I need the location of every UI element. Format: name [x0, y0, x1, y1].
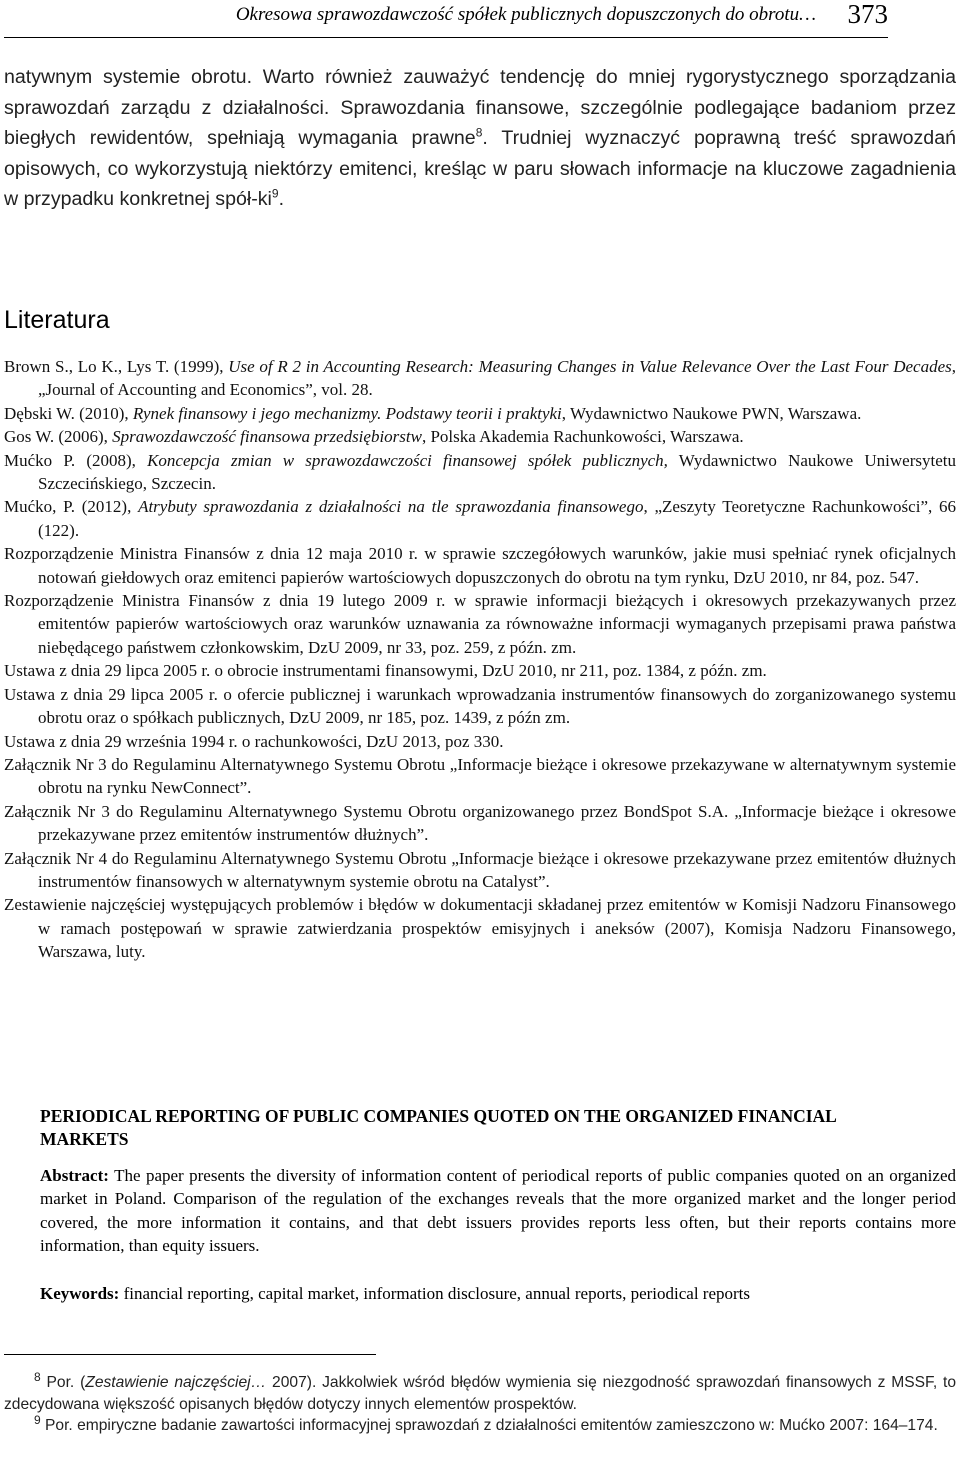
reference-item	[4, 847, 956, 894]
footnote-mark: 9	[34, 1412, 41, 1427]
ref-details: Ustawa z dnia 29 września 1994 r. o rachunkowości, DzU 2013, poz 330.	[4, 731, 504, 751]
ref-title: Rynek finansowy i jego mechanizmy. Podstawy teorii i praktyki	[132, 403, 562, 423]
reference-list	[4, 355, 956, 964]
reference-item	[4, 402, 956, 425]
ref-details: Ustawa z dnia 29 lipca 2005 r. o obrocie instrumentami finansowymi, DzU 2010, nr 211, poz. 1384, z późn. zm.	[4, 661, 767, 681]
ref-details: , Wydawnictwo Naukowe PWN, Warszawa.	[561, 403, 862, 423]
ref-details: Rozporządzenie Ministra Finansów z dnia 19 lutego 2009 r. w sprawie informacji bieżących i okresowych przekazywanych przez emitentów papierów wartościowych oraz warunków uznawania za równoważne informacji wymaganych przepisami prawa państwa niebędącego państwem członkowskim, DzU 2009, nr 33, poz. 259, z późn. zm.	[4, 591, 956, 657]
ref-details: , Polska Akademia Rachunkowości, Warszawa.	[421, 427, 744, 447]
ref-author: Mućko, P. (2012),	[4, 497, 139, 517]
footnote-ref-9[interactable]: 9	[271, 186, 279, 201]
ref-details: Załącznik Nr 3 do Regulaminu Alternatywnego Systemu Obrotu „Informacje bieżące i okresowe przekazywane w alternatywnym systemie obrotu na rynku NewConnect”.	[4, 754, 956, 798]
ref-author: Mućko P. (2008),	[4, 450, 148, 470]
footnote-text: 2007). Jakkolwiek wśród błędów wymienia się niezgodność sprawozdań finansowych z MSSF, to zdecydowana większość opisanych błędów dotyczy innych elementów prospektów.	[4, 1374, 956, 1413]
reference-item	[4, 495, 956, 542]
literature-heading: Literatura	[4, 306, 110, 334]
footnote-divider	[4, 1354, 376, 1355]
footnote-mark: 8	[34, 1369, 41, 1384]
reference-item	[4, 659, 956, 682]
abstract-text: The paper presents the diversity of information content of periodical reports of public companies quoted on an organized market in Poland. Comparison of the regulation of the exchanges reveals that the more organized market and the longer period covered, the more information it contains, and that debt issuers provides reports less often, but their reports contains more information, than equity issuers.	[40, 1166, 956, 1256]
reference-item	[4, 800, 956, 847]
footnote-text: Por. empiryczne badanie zawartości informacyjnej sprawozdań z działalności emitentów zamieszczono w: Mućko 2007: 164–174.	[40, 1417, 938, 1434]
body-text-1: natywnym systemie obrotu. Warto również zauważyć tendencję do mniej rygorystycznego sporządzania sprawozdań zarządu z działalności. Sprawozdania finansowe, szczególnie podlegające badaniom przez biegłych rewidentów, spełniają wymagania prawne	[4, 66, 956, 149]
footnote-italic: Zestawienie najczęściej…	[85, 1374, 267, 1391]
ref-details: Rozporządzenie Ministra Finansów z dnia 12 maja 2010 r. w sprawie szczegółowych warunków, jakie musi spełniać rynek oficjalnych notowań giełdowych oraz emitenci papierów wartościowych dopuszczonych do obrotu na tym rynku, DzU 2010, nr 84, poz. 547.	[4, 544, 956, 587]
body-text-2: . Trudniej wyznaczyć poprawną treść sprawozdań opisowych, co wykorzystują niektórzy emitenci, kreśląc w paru słowach informacje na kluczowe zagadnienia w przypadku konkretnej spół-ki	[4, 127, 956, 210]
ref-details: , „Zeszyty Teoretyczne Rachunkowości”, 66 (122).	[38, 497, 956, 540]
reference-item	[4, 753, 956, 800]
body-paragraph	[4, 62, 956, 215]
keywords	[40, 1282, 956, 1305]
reference-item	[4, 425, 956, 448]
ref-author: Brown S., Lo K., Lys T. (1999),	[4, 357, 229, 376]
ref-details: Załącznik Nr 4 do Regulaminu Alternatywnego Systemu Obrotu „Informacje bieżące i okresowe przekazywane przez emitentów dłużnych instrumentów finansowych w alternatywnym systemie obrotu na Catalyst”.	[4, 848, 956, 891]
ref-author: Gos W. (2006),	[4, 427, 113, 447]
keywords-text: financial reporting, capital market, information disclosure, annual reports, periodical reports	[119, 1284, 750, 1303]
footnotes	[4, 1369, 956, 1437]
running-header	[4, 0, 888, 38]
ref-details: Załącznik Nr 3 do Regulaminu Alternatywnego Systemu Obrotu organizowanego przez BondSpot S.A. „Informacje bieżące i okresowe przekazywane przez emitentów instrumentów dłużnych”.	[4, 801, 956, 845]
reference-item	[4, 683, 956, 730]
reference-item	[4, 449, 956, 496]
ref-title: Koncepcja zmian w sprawozdawczości finansowej spółek publicznych,	[147, 450, 668, 470]
footnote-9	[4, 1412, 956, 1437]
footnote-8	[4, 1369, 956, 1415]
ref-details: Ustawa z dnia 29 lipca 2005 r. o ofercie publicznej i warunkach wprowadzania instrumentów finansowych do zorganizowanego systemu obrotu oraz o spółkach publicznych, DzU 2009, nr 185, poz. 1439, z późn zm.	[4, 684, 956, 728]
footnote-ref-8[interactable]: 8	[475, 125, 483, 140]
reference-item	[4, 893, 956, 963]
reference-item	[4, 355, 956, 402]
abstract	[40, 1164, 956, 1258]
ref-title: Atrybuty sprawozdania z działalności na tle sprawozdania finansowego	[138, 497, 644, 517]
english-title: PERIODICAL REPORTING OF PUBLIC COMPANIES QUOTED ON THE ORGANIZED FINANCIAL MARKETS	[40, 1106, 836, 1149]
reference-item	[4, 542, 956, 589]
ref-details: Zestawienie najczęściej występujących problemów i błędów w dokumentacji składanej przez emitentów w Komisji Nadzoru Finansowego w ramach postępowań w sprawie zatwierdzania prospektów emisyjnych i aneksów (2007), Komisja Nadzoru Finansowego, Warszawa, luty.	[4, 895, 956, 962]
running-title: Okresowa sprawozdawczość spółek publicznych dopuszczonych do obrotu…	[235, 4, 816, 25]
ref-title: Sprawozdawczość finansowa przedsiębiorstw	[112, 427, 422, 447]
ref-details: Wydawnictwo Naukowe Uniwersytetu Szczecińskiego, Szczecin.	[38, 450, 956, 494]
reference-item	[4, 730, 956, 753]
reference-item	[4, 589, 956, 659]
abstract-label: Abstract:	[40, 1166, 109, 1185]
body-text-3: .	[278, 188, 285, 210]
ref-details: , „Journal of Accounting and Economics”, vol. 28.	[38, 357, 956, 400]
ref-title: Use of R 2 in Accounting Research: Measuring Changes in Value Relevance Over the Last Four Decades	[228, 357, 952, 376]
page-number: 373	[847, 0, 888, 29]
footnote-text: Por. (	[40, 1374, 86, 1391]
ref-author: Dębski W. (2010),	[4, 403, 133, 423]
keywords-label: Keywords:	[40, 1284, 120, 1303]
